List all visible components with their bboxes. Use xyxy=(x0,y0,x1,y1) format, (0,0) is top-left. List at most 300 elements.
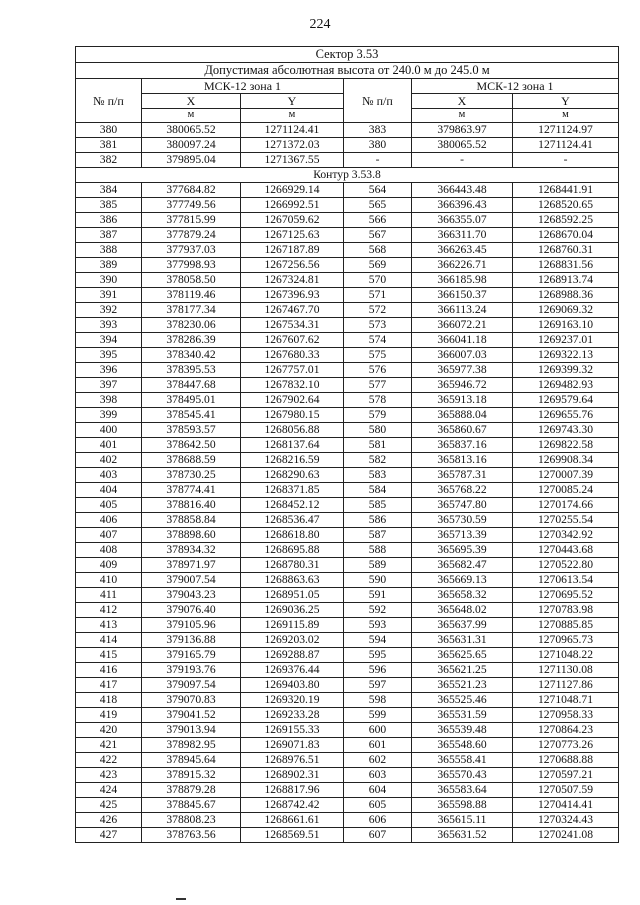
x-coordinate: 365631.52 xyxy=(412,828,513,843)
point-number: 415 xyxy=(76,648,142,663)
y-coordinate: 1268831.56 xyxy=(513,258,619,273)
y-coordinate: 1268592.25 xyxy=(513,213,619,228)
y-coordinate: 1268863.63 xyxy=(241,573,344,588)
point-number: 604 xyxy=(344,783,412,798)
x-coordinate: 379165.79 xyxy=(142,648,241,663)
y-header-right: Y xyxy=(513,94,619,109)
y-coordinate: 1270864.23 xyxy=(513,723,619,738)
y-coordinate: 1267324.81 xyxy=(241,273,344,288)
y-coordinate: 1269233.28 xyxy=(241,708,344,723)
table-row xyxy=(76,288,619,303)
x-coordinate: 380065.52 xyxy=(412,138,513,153)
point-number: 570 xyxy=(344,273,412,288)
x-coordinate: 377684.82 xyxy=(142,183,241,198)
point-number: 598 xyxy=(344,693,412,708)
point-number: 565 xyxy=(344,198,412,213)
point-number: 401 xyxy=(76,438,142,453)
point-number: 579 xyxy=(344,408,412,423)
x-coordinate: 378286.39 xyxy=(142,333,241,348)
x-coordinate: 366443.48 xyxy=(412,183,513,198)
y-coordinate: 1267187.89 xyxy=(241,243,344,258)
y-coordinate: 1268760.31 xyxy=(513,243,619,258)
x-coordinate: 379013.94 xyxy=(142,723,241,738)
point-number: 606 xyxy=(344,813,412,828)
y-coordinate: 1267059.62 xyxy=(241,213,344,228)
table-row xyxy=(76,378,619,393)
table-row xyxy=(76,483,619,498)
y-coordinate: 1270522.80 xyxy=(513,558,619,573)
y-coordinate: 1268371.85 xyxy=(241,483,344,498)
table-row xyxy=(76,198,619,213)
x-coordinate: 366185.98 xyxy=(412,273,513,288)
point-number: 574 xyxy=(344,333,412,348)
point-number: 388 xyxy=(76,243,142,258)
x-coordinate: 378774.41 xyxy=(142,483,241,498)
y-coordinate: 1269203.02 xyxy=(241,633,344,648)
y-coordinate: 1268670.04 xyxy=(513,228,619,243)
y-coordinate: 1269482.93 xyxy=(513,378,619,393)
x-coordinate: 378177.34 xyxy=(142,303,241,318)
y-coordinate: 1268441.91 xyxy=(513,183,619,198)
point-number: 588 xyxy=(344,543,412,558)
table-row xyxy=(76,633,619,648)
point-number: 413 xyxy=(76,618,142,633)
point-number: 601 xyxy=(344,738,412,753)
x-coordinate: 379043.23 xyxy=(142,588,241,603)
x-coordinate: 365669.13 xyxy=(412,573,513,588)
y-coordinate: 1269822.58 xyxy=(513,438,619,453)
point-number: 577 xyxy=(344,378,412,393)
table-row xyxy=(76,498,619,513)
x-coordinate: 365946.72 xyxy=(412,378,513,393)
y-coordinate: 1269655.76 xyxy=(513,408,619,423)
x-coordinate: 365860.67 xyxy=(412,423,513,438)
point-number: 383 xyxy=(344,123,412,138)
x-coordinate: 378642.50 xyxy=(142,438,241,453)
contour-rows xyxy=(76,183,619,843)
point-number: 583 xyxy=(344,468,412,483)
y-header-left: Y xyxy=(241,94,344,109)
x-coordinate: 377998.93 xyxy=(142,258,241,273)
point-number: 426 xyxy=(76,813,142,828)
y-coordinate: 1268951.05 xyxy=(241,588,344,603)
y-coordinate: 1269288.87 xyxy=(241,648,344,663)
y-coordinate: 1266992.51 xyxy=(241,198,344,213)
point-number: 381 xyxy=(76,138,142,153)
y-coordinate: 1271367.55 xyxy=(241,153,344,168)
x-coordinate: 365682.47 xyxy=(412,558,513,573)
y-coordinate: 1270965.73 xyxy=(513,633,619,648)
y-coordinate: 1269403.80 xyxy=(241,678,344,693)
x-coordinate: 380097.24 xyxy=(142,138,241,153)
x-coordinate: 365583.64 xyxy=(412,783,513,798)
point-number: 406 xyxy=(76,513,142,528)
y-coordinate: 1268817.96 xyxy=(241,783,344,798)
x-coordinate: 377879.24 xyxy=(142,228,241,243)
table-row xyxy=(76,153,619,168)
x-coordinate: 366150.37 xyxy=(412,288,513,303)
table-row xyxy=(76,543,619,558)
y-coordinate: 1270885.85 xyxy=(513,618,619,633)
x-coordinate: 365598.88 xyxy=(412,798,513,813)
x-coordinate: 365525.46 xyxy=(412,693,513,708)
y-coordinate: 1271048.22 xyxy=(513,648,619,663)
y-coordinate: 1271048.71 xyxy=(513,693,619,708)
table-row xyxy=(76,573,619,588)
x-coordinate: 377815.99 xyxy=(142,213,241,228)
y-coordinate: 1270255.54 xyxy=(513,513,619,528)
x-coordinate: 380065.52 xyxy=(142,123,241,138)
y-coordinate: 1270443.68 xyxy=(513,543,619,558)
point-number: 590 xyxy=(344,573,412,588)
point-number: 582 xyxy=(344,453,412,468)
x-coordinate: 365888.04 xyxy=(412,408,513,423)
point-number: 419 xyxy=(76,708,142,723)
x-coordinate: 378688.59 xyxy=(142,453,241,468)
x-coordinate: 377749.56 xyxy=(142,198,241,213)
system-header-right: МСК-12 зона 1 xyxy=(412,79,619,94)
point-number: 600 xyxy=(344,723,412,738)
point-number: 399 xyxy=(76,408,142,423)
point-number: 586 xyxy=(344,513,412,528)
x-coordinate: 365637.99 xyxy=(412,618,513,633)
x-coordinate: 378971.97 xyxy=(142,558,241,573)
x-coordinate: 365531.59 xyxy=(412,708,513,723)
x-coordinate: 366007.03 xyxy=(412,348,513,363)
y-coordinate: 1268618.80 xyxy=(241,528,344,543)
point-number: - xyxy=(344,153,412,168)
table-row xyxy=(76,813,619,828)
y-coordinate: 1268913.74 xyxy=(513,273,619,288)
table-row xyxy=(76,408,619,423)
point-number: 571 xyxy=(344,288,412,303)
point-number: 391 xyxy=(76,288,142,303)
table-row xyxy=(76,693,619,708)
table-row xyxy=(76,333,619,348)
point-number: 404 xyxy=(76,483,142,498)
y-coordinate: 1268290.63 xyxy=(241,468,344,483)
point-number: 581 xyxy=(344,438,412,453)
x-coordinate: 378879.28 xyxy=(142,783,241,798)
point-number: 589 xyxy=(344,558,412,573)
x-coordinate: 365621.25 xyxy=(412,663,513,678)
point-number: 397 xyxy=(76,378,142,393)
x-coordinate: 379007.54 xyxy=(142,573,241,588)
y-coordinate: 1268569.51 xyxy=(241,828,344,843)
point-number: 580 xyxy=(344,423,412,438)
x-coordinate: 365615.11 xyxy=(412,813,513,828)
point-number: 417 xyxy=(76,678,142,693)
x-coordinate: - xyxy=(412,153,513,168)
table-row xyxy=(76,213,619,228)
y-unit-right: м xyxy=(513,109,619,123)
x-coordinate: 365570.43 xyxy=(412,768,513,783)
point-number: 592 xyxy=(344,603,412,618)
x-coordinate: 365787.31 xyxy=(412,468,513,483)
table-row xyxy=(76,468,619,483)
point-number: 573 xyxy=(344,318,412,333)
x-coordinate: 378119.46 xyxy=(142,288,241,303)
point-number: 578 xyxy=(344,393,412,408)
point-number: 607 xyxy=(344,828,412,843)
x-coordinate: 378340.42 xyxy=(142,348,241,363)
y-coordinate: 1269036.25 xyxy=(241,603,344,618)
table-row xyxy=(76,228,619,243)
footer-mark xyxy=(176,898,186,900)
x-header-left: X xyxy=(142,94,241,109)
point-number: 584 xyxy=(344,483,412,498)
x-coordinate: 378593.57 xyxy=(142,423,241,438)
y-coordinate: 1269322.13 xyxy=(513,348,619,363)
point-number: 403 xyxy=(76,468,142,483)
table-row xyxy=(76,513,619,528)
x-coordinate: 365658.32 xyxy=(412,588,513,603)
height-range-title: Допустимая абсолютная высота от 240.0 м до 245.0 м xyxy=(76,63,619,79)
x-coordinate: 378447.68 xyxy=(142,378,241,393)
x-coordinate: 378898.60 xyxy=(142,528,241,543)
point-number: 595 xyxy=(344,648,412,663)
y-coordinate: - xyxy=(513,153,619,168)
point-number: 568 xyxy=(344,243,412,258)
x-coordinate: 365695.39 xyxy=(412,543,513,558)
point-number: 385 xyxy=(76,198,142,213)
system-header-left: МСК-12 зона 1 xyxy=(142,79,344,94)
y-coordinate: 1271124.41 xyxy=(241,123,344,138)
y-coordinate: 1270695.52 xyxy=(513,588,619,603)
y-coordinate: 1270507.59 xyxy=(513,783,619,798)
page-number: 224 xyxy=(309,17,331,32)
point-number: 408 xyxy=(76,543,142,558)
table-row xyxy=(76,348,619,363)
x-coordinate: 365631.31 xyxy=(412,633,513,648)
x-unit-right: м xyxy=(412,109,513,123)
point-number: 424 xyxy=(76,783,142,798)
x-coordinate: 365913.18 xyxy=(412,393,513,408)
x-coordinate: 365521.23 xyxy=(412,678,513,693)
table-row xyxy=(76,588,619,603)
x-coordinate: 366396.43 xyxy=(412,198,513,213)
table-row xyxy=(76,303,619,318)
x-coordinate: 378816.40 xyxy=(142,498,241,513)
y-coordinate: 1268520.65 xyxy=(513,198,619,213)
y-coordinate: 1271124.41 xyxy=(513,138,619,153)
point-number: 390 xyxy=(76,273,142,288)
y-coordinate: 1269163.10 xyxy=(513,318,619,333)
table-row xyxy=(76,453,619,468)
point-number: 410 xyxy=(76,573,142,588)
point-number: 569 xyxy=(344,258,412,273)
x-coordinate: 365977.38 xyxy=(412,363,513,378)
point-number: 421 xyxy=(76,738,142,753)
x-coordinate: 365713.39 xyxy=(412,528,513,543)
y-coordinate: 1267125.63 xyxy=(241,228,344,243)
point-number: 564 xyxy=(344,183,412,198)
point-number: 427 xyxy=(76,828,142,843)
point-number: 394 xyxy=(76,333,142,348)
y-coordinate: 1270007.39 xyxy=(513,468,619,483)
top-rows xyxy=(76,123,619,168)
x-coordinate: 366041.18 xyxy=(412,333,513,348)
x-coordinate: 378945.64 xyxy=(142,753,241,768)
y-coordinate: 1267607.62 xyxy=(241,333,344,348)
y-unit-left: м xyxy=(241,109,344,123)
point-number: 398 xyxy=(76,393,142,408)
point-number: 605 xyxy=(344,798,412,813)
y-coordinate: 1270688.88 xyxy=(513,753,619,768)
point-number: 380 xyxy=(344,138,412,153)
point-number: 425 xyxy=(76,798,142,813)
point-number: 400 xyxy=(76,423,142,438)
table-row xyxy=(76,618,619,633)
x-coordinate: 365747.80 xyxy=(412,498,513,513)
table-row xyxy=(76,738,619,753)
point-number: 591 xyxy=(344,588,412,603)
point-number: 587 xyxy=(344,528,412,543)
y-coordinate: 1269155.33 xyxy=(241,723,344,738)
y-coordinate: 1269237.01 xyxy=(513,333,619,348)
point-number: 380 xyxy=(76,123,142,138)
y-coordinate: 1271130.08 xyxy=(513,663,619,678)
x-coordinate: 365625.65 xyxy=(412,648,513,663)
y-coordinate: 1270085.24 xyxy=(513,483,619,498)
y-coordinate: 1268988.36 xyxy=(513,288,619,303)
point-number: 411 xyxy=(76,588,142,603)
x-coordinate: 365558.41 xyxy=(412,753,513,768)
x-coordinate: 365648.02 xyxy=(412,603,513,618)
y-coordinate: 1271372.03 xyxy=(241,138,344,153)
table-row xyxy=(76,423,619,438)
table-row xyxy=(76,438,619,453)
point-number: 597 xyxy=(344,678,412,693)
y-coordinate: 1267396.93 xyxy=(241,288,344,303)
y-coordinate: 1267534.31 xyxy=(241,318,344,333)
table-row xyxy=(76,318,619,333)
table-row xyxy=(76,393,619,408)
y-coordinate: 1270342.92 xyxy=(513,528,619,543)
y-coordinate: 1267467.70 xyxy=(241,303,344,318)
point-number: 420 xyxy=(76,723,142,738)
x-coordinate: 379193.76 xyxy=(142,663,241,678)
x-coordinate: 365539.48 xyxy=(412,723,513,738)
table-row xyxy=(76,783,619,798)
x-unit-left: м xyxy=(142,109,241,123)
point-number: 384 xyxy=(76,183,142,198)
y-coordinate: 1270324.43 xyxy=(513,813,619,828)
num-header-left: № п/п xyxy=(76,79,142,123)
x-coordinate: 379895.04 xyxy=(142,153,241,168)
table-row xyxy=(76,753,619,768)
point-number: 389 xyxy=(76,258,142,273)
x-coordinate: 378730.25 xyxy=(142,468,241,483)
y-coordinate: 1266929.14 xyxy=(241,183,344,198)
y-coordinate: 1270773.26 xyxy=(513,738,619,753)
x-coordinate: 379105.96 xyxy=(142,618,241,633)
x-coordinate: 379863.97 xyxy=(412,123,513,138)
y-coordinate: 1269069.32 xyxy=(513,303,619,318)
point-number: 396 xyxy=(76,363,142,378)
y-coordinate: 1268661.61 xyxy=(241,813,344,828)
table-row xyxy=(76,663,619,678)
y-coordinate: 1270174.66 xyxy=(513,498,619,513)
table-row xyxy=(76,258,619,273)
x-coordinate: 379097.54 xyxy=(142,678,241,693)
coordinates-table xyxy=(75,46,619,843)
table-row xyxy=(76,798,619,813)
point-number: 416 xyxy=(76,663,142,678)
y-coordinate: 1269743.30 xyxy=(513,423,619,438)
x-coordinate: 378845.67 xyxy=(142,798,241,813)
y-coordinate: 1268056.88 xyxy=(241,423,344,438)
table-row xyxy=(76,363,619,378)
x-coordinate: 378858.84 xyxy=(142,513,241,528)
table-row xyxy=(76,828,619,843)
y-coordinate: 1270414.41 xyxy=(513,798,619,813)
x-coordinate: 366113.24 xyxy=(412,303,513,318)
point-number: 382 xyxy=(76,153,142,168)
point-number: 423 xyxy=(76,768,142,783)
x-coordinate: 378495.01 xyxy=(142,393,241,408)
table-row xyxy=(76,603,619,618)
x-coordinate: 378982.95 xyxy=(142,738,241,753)
point-number: 402 xyxy=(76,453,142,468)
point-number: 599 xyxy=(344,708,412,723)
x-coordinate: 379076.40 xyxy=(142,603,241,618)
point-number: 575 xyxy=(344,348,412,363)
x-coordinate: 378915.32 xyxy=(142,768,241,783)
y-coordinate: 1269399.32 xyxy=(513,363,619,378)
point-number: 407 xyxy=(76,528,142,543)
x-coordinate: 378058.50 xyxy=(142,273,241,288)
y-coordinate: 1267256.56 xyxy=(241,258,344,273)
point-number: 576 xyxy=(344,363,412,378)
table-row xyxy=(76,708,619,723)
y-coordinate: 1267680.33 xyxy=(241,348,344,363)
y-coordinate: 1271127.86 xyxy=(513,678,619,693)
y-coordinate: 1267902.64 xyxy=(241,393,344,408)
x-coordinate: 379070.83 xyxy=(142,693,241,708)
y-coordinate: 1269579.64 xyxy=(513,393,619,408)
y-coordinate: 1268536.47 xyxy=(241,513,344,528)
x-header-right: X xyxy=(412,94,513,109)
point-number: 603 xyxy=(344,768,412,783)
table-row xyxy=(76,528,619,543)
point-number: 412 xyxy=(76,603,142,618)
y-coordinate: 1268452.12 xyxy=(241,498,344,513)
x-coordinate: 377937.03 xyxy=(142,243,241,258)
x-coordinate: 378763.56 xyxy=(142,828,241,843)
table-row xyxy=(76,183,619,198)
table-row xyxy=(76,123,619,138)
y-coordinate: 1269376.44 xyxy=(241,663,344,678)
point-number: 414 xyxy=(76,633,142,648)
y-coordinate: 1270958.33 xyxy=(513,708,619,723)
point-number: 422 xyxy=(76,753,142,768)
y-coordinate: 1268780.31 xyxy=(241,558,344,573)
x-coordinate: 366072.21 xyxy=(412,318,513,333)
y-coordinate: 1268742.42 xyxy=(241,798,344,813)
y-coordinate: 1269908.34 xyxy=(513,453,619,468)
y-coordinate: 1270597.21 xyxy=(513,768,619,783)
point-number: 405 xyxy=(76,498,142,513)
y-coordinate: 1270613.54 xyxy=(513,573,619,588)
point-number: 572 xyxy=(344,303,412,318)
num-header-right: № п/п xyxy=(344,79,412,123)
y-coordinate: 1267832.10 xyxy=(241,378,344,393)
x-coordinate: 366311.70 xyxy=(412,228,513,243)
sector-title: Сектор 3.53 xyxy=(76,47,619,63)
x-coordinate: 379041.52 xyxy=(142,708,241,723)
x-coordinate: 378545.41 xyxy=(142,408,241,423)
